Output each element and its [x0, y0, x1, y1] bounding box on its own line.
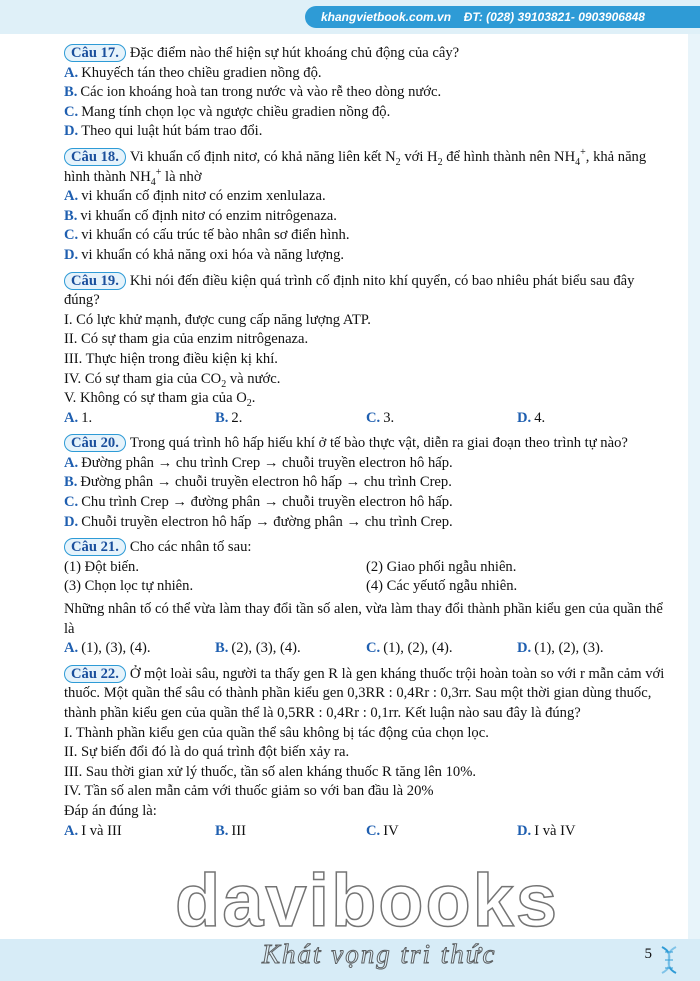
options-row — [64, 822, 668, 842]
question-stem: Trong quá trình hô hấp hiếu khí ở tế bào thực vật, diễn ra giai đoạn theo trình tự nào? — [129, 435, 628, 452]
statement-1: I. Thành phần kiểu gen của quần thể sâu không bị tác động của chọn lọc. — [64, 724, 489, 741]
question-label: Câu 20. — [64, 434, 126, 452]
question-label: Câu 17. — [64, 44, 126, 62]
header-site[interactable]: khangvietbook.com.vn — [321, 10, 452, 24]
option-d: D. 4. — [517, 409, 546, 426]
page-number: 5 — [644, 946, 652, 962]
question-17 — [64, 44, 668, 142]
factor-row-2 — [64, 577, 668, 597]
options-row — [64, 639, 668, 659]
question-19 — [64, 272, 668, 429]
option-a: A. Khuyếch tán theo chiều gradien nồng độ. — [64, 64, 322, 81]
statement-2: II. Sự biến đổi đó là do quá trình đột biến xảy ra. — [64, 744, 350, 761]
options-row — [64, 409, 668, 429]
option-d: D. I và IV — [517, 822, 576, 839]
option-a: A. 1. — [64, 409, 93, 426]
option-a: A. Đường phân → chu trình Crep → chuỗi truyền electron hô hấp. — [64, 454, 453, 471]
option-c: C. Chu trình Crep → đường phân → chuỗi truyền electron hô hấp. — [64, 494, 453, 511]
question-stem: Vi khuẩn cố định nitơ, có khả năng liên kết $N_2$ với $H_2$ để hình thành nên $NH_4^+$, khả năng hình thành $NH_4^+$ là nhờ — [64, 147, 647, 188]
answer-label: Đáp án đúng là: — [64, 802, 157, 819]
option-c: C. IV — [366, 822, 399, 839]
question-18 — [64, 148, 668, 266]
option-c: C. vi khuẩn có cấu trúc tế bào nhân sơ điển hình. — [64, 227, 350, 244]
watermark-tagline: Khát vọng tri thức — [262, 939, 497, 969]
statement-3: III. Sau thời gian xử lý thuốc, tần số alen kháng thuốc R tăng lên 10%. — [64, 763, 477, 780]
factor-4: (4) Các yếutố ngẫu nhiên. — [366, 578, 518, 595]
page-content — [64, 44, 668, 847]
question-label: Câu 22. — [64, 665, 126, 683]
question-stem: Cho các nhân tố sau: — [129, 539, 252, 556]
question-stem-2: Những nhân tố có thể vừa làm thay đổi tần số alen, vừa làm thay đổi thành phần kiểu gen của quần thể là — [64, 601, 663, 637]
header-phone: ĐT: (028) 39103821- 0903906848 — [463, 10, 645, 24]
question-21 — [64, 538, 668, 659]
option-b: B. vi khuẩn cố định nitơ có enzim nitrôgenaza. — [64, 207, 337, 224]
factor-row-1 — [64, 558, 668, 578]
option-b: B. Các ion khoáng hoà tan trong nước và vào rễ theo dòng nước. — [64, 84, 442, 101]
option-d: D. vi khuẩn có khả năng oxi hóa và năng lượng. — [64, 246, 345, 263]
question-label: Câu 21. — [64, 538, 126, 556]
watermark-logo: davibooks — [175, 859, 559, 942]
option-b: B. 2. — [215, 409, 243, 426]
option-d: D. (1), (2), (3). — [517, 640, 604, 657]
right-edge-decoration — [688, 34, 700, 939]
dna-icon — [656, 945, 682, 975]
question-label: Câu 19. — [64, 272, 126, 290]
header-contact-strip — [305, 6, 700, 28]
statement-3: III. Thực hiện trong điều kiện kị khí. — [64, 350, 278, 367]
option-c: C. (1), (2), (4). — [366, 640, 453, 657]
option-d: D. Theo qui luật hút bám trao đổi. — [64, 123, 263, 140]
statement-4: IV. Có sự tham gia của $CO_2$ và nước. — [64, 370, 281, 390]
statement-1: I. Có lực khử mạnh, được cung cấp năng lượng ATP. — [64, 311, 371, 328]
factor-2: (2) Giao phối ngẫu nhiên. — [366, 558, 517, 575]
statement-2: II. Có sự tham gia của enzim nitrôgenaza. — [64, 331, 309, 348]
option-b: B. (2), (3), (4). — [215, 640, 301, 657]
option-a: A. (1), (3), (4). — [64, 640, 151, 657]
question-stem: Khi nói đến điều kiện quá trình cố định nito khí quyển, có bao nhiêu phát biểu sau đây đúng? — [64, 272, 635, 309]
question-20 — [64, 434, 668, 532]
option-b: B. Đường phân → chuỗi truyền electron hô hấp → chu trình Crep. — [64, 474, 452, 491]
question-label: Câu 18. — [64, 148, 126, 166]
option-a: A. I và III — [64, 822, 122, 839]
question-stem: Đặc điểm nào thể hiện sự hút khoáng chủ động của cây? — [129, 45, 460, 61]
question-22 — [64, 665, 668, 841]
factor-1: (1) Đột biến. — [64, 558, 139, 575]
question-stem: Ở một loài sâu, người ta thấy gen R là gen kháng thuốc trội hoàn toàn so với r mẫn cảm với thuốc. Một quần thể sâu có thành phần kiểu gen 0,3RR : 0,4Rr : 0,3rr. Sau một thời gian dùng thuốc, thành phần kiểu gen của quần thể là 0,5RR : 0,4Rr : 0,1rr. Kết luận nào sau đây là đúng? — [64, 665, 665, 721]
option-a: A. vi khuẩn cố định nitơ có enzim xenlulaza. — [64, 188, 326, 205]
option-c: C. 3. — [366, 409, 395, 426]
statement-4: IV. Tần số alen mẫn cảm với thuốc giảm so với ban đầu là 20% — [64, 783, 434, 800]
statement-5: V. Không có sự tham gia của $O_2$. — [64, 390, 256, 409]
factor-3: (3) Chọn lọc tự nhiên. — [64, 578, 194, 595]
option-b: B. III — [215, 822, 246, 839]
option-c: C. Mang tính chọn lọc và ngược chiều gradien nồng độ. — [64, 103, 391, 120]
option-d: D. Chuỗi truyền electron hô hấp → đường phân → chu trình Crep. — [64, 513, 453, 530]
